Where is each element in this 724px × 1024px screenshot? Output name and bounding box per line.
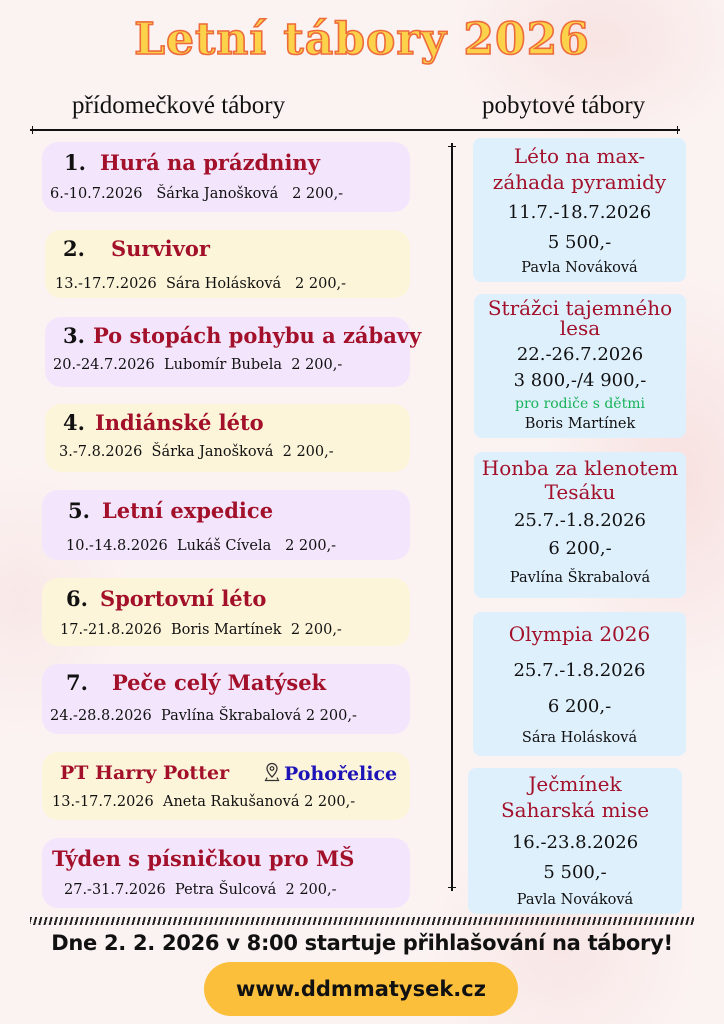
- map-pin-icon: [264, 762, 280, 787]
- camp-dates: 6.-10.7.2026: [50, 186, 143, 202]
- camp-name-line1: Strážci tajemného: [487, 296, 673, 320]
- camp-price: 2 200,-: [291, 357, 343, 373]
- camp-price: 2 200,-: [304, 794, 356, 810]
- day-camp-card: [45, 404, 410, 472]
- camp-price: 2 200,-: [285, 538, 337, 554]
- camp-name-line1: Ječmínek: [528, 772, 622, 796]
- camp-name: Letní expedice: [101, 498, 274, 523]
- camp-leader: Petra Šulcová: [174, 882, 277, 898]
- camp-price: 2 200,-: [290, 622, 342, 638]
- camp-name: Olympia 2026: [508, 622, 651, 646]
- camp-price: 5 500,-: [543, 862, 607, 883]
- camp-dates: 16.-23.8.2026: [511, 832, 639, 853]
- camp-name-line2: záhada pyramidy: [492, 170, 667, 194]
- camp-price: 5 500,-: [547, 232, 612, 253]
- camp-name-line1: Honba za klenotem: [481, 456, 679, 480]
- camp-leader: Sára Holásková: [521, 730, 638, 746]
- day-camp-card: [42, 142, 410, 212]
- camp-number: 4.: [63, 410, 85, 435]
- camp-dates: 13.-17.7.2026: [55, 276, 157, 292]
- camp-price: 2 200,-: [292, 186, 344, 202]
- camp-price: 6 200,-: [547, 696, 612, 717]
- page-title: Letní tábory 2026: [134, 14, 590, 65]
- camp-leader: Sára Holásková: [165, 276, 282, 292]
- residential-camp-card: [474, 452, 686, 598]
- day-camps-heading: přídomečkové tábory: [72, 92, 286, 119]
- camp-dates: 13.-17.7.2026: [52, 794, 154, 810]
- camp-name-line2: Saharská mise: [500, 798, 650, 822]
- camp-leader: Pavla Nováková: [521, 260, 638, 276]
- camp-name-line1: Léto na max-: [513, 144, 646, 168]
- dashed-divider: [30, 917, 694, 925]
- camp-leader: Pavlína Škrabalová: [160, 708, 302, 724]
- camp-dates: 10.-14.8.2026: [66, 538, 168, 554]
- camp-leader: Šárka Janošková: [151, 444, 274, 460]
- camp-dates: 20.-24.7.2026: [53, 357, 155, 373]
- website-link-button[interactable]: www.ddmmatysek.cz: [204, 962, 518, 1016]
- camp-number: 2.: [63, 236, 85, 261]
- camp-leader: Pavla Nováková: [516, 892, 634, 908]
- camp-name: Indiánské léto: [94, 410, 264, 435]
- camp-price: 3 800,-/4 900,-: [513, 370, 647, 391]
- camp-dates: 24.-28.8.2026: [50, 708, 152, 724]
- camp-name: Po stopách pohybu a zábavy: [92, 323, 422, 348]
- camp-price: 2 200,-: [305, 708, 357, 724]
- camp-leader: Boris Martínek: [170, 622, 282, 638]
- residential-camps-heading: pobytové tábory: [482, 92, 646, 119]
- camp-dates: 11.7.-18.7.2026: [507, 202, 652, 223]
- camp-name: Hurá na prázdniny: [99, 150, 320, 175]
- camp-name: Peče celý Matýsek: [111, 670, 327, 695]
- horizontal-divider: [30, 129, 680, 131]
- camp-number: 7.: [66, 670, 88, 695]
- day-camp-card: [42, 752, 410, 820]
- camp-price: 2 200,-: [282, 444, 334, 460]
- day-camp-card: [42, 838, 410, 908]
- residential-camp-card: [473, 138, 686, 282]
- residential-camp-card: [468, 768, 682, 914]
- camp-dates: 25.7.-1.8.2026: [513, 660, 646, 681]
- registration-announcement: Dne 2. 2. 2026 v 8:00 startuje přihlašování na tábory!: [51, 931, 673, 955]
- camp-name-line2: Tesáku: [544, 480, 616, 504]
- day-camp-card: [42, 490, 410, 560]
- camp-leader: Aneta Rakušanová: [162, 794, 300, 810]
- camp-dates: 27.-31.7.2026: [64, 882, 166, 898]
- camp-number: 5.: [68, 498, 90, 523]
- camp-leader: Šárka Janošková: [156, 186, 279, 202]
- vertical-divider: [451, 143, 453, 891]
- camp-name: PT Harry Potter: [60, 762, 230, 784]
- camp-dates: 25.7.-1.8.2026: [513, 510, 647, 531]
- camp-leader: Pavlína Škrabalová: [509, 570, 651, 586]
- residential-camp-card: [473, 612, 686, 756]
- camp-dates: 22.-26.7.2026: [516, 344, 644, 365]
- day-camp-card: [42, 664, 410, 734]
- camp-leader: Lukáš Cívela: [176, 538, 272, 554]
- residential-camp-card: [474, 294, 686, 438]
- camp-name: Týden s písničkou pro MŠ: [52, 846, 355, 871]
- camp-name: Sportovní léto: [99, 586, 267, 611]
- camp-note: pro rodiče s dětmi: [515, 396, 645, 412]
- day-camp-card: [45, 230, 410, 298]
- camp-dates: 3.-7.8.2026: [59, 444, 143, 460]
- day-camp-card: [42, 578, 410, 646]
- camp-number: 3.: [63, 323, 85, 348]
- camp-leader: Boris Martínek: [524, 416, 636, 432]
- camp-price: 2 200,-: [285, 882, 337, 898]
- camp-number: 1.: [64, 150, 86, 175]
- camp-name: Survivor: [110, 236, 210, 261]
- camp-number: 6.: [66, 586, 88, 611]
- camp-name-line2: lesa: [559, 316, 601, 340]
- camp-dates: 17.-21.8.2026: [60, 622, 162, 638]
- camp-price: 6 200,-: [548, 538, 612, 559]
- day-camp-card: [45, 317, 422, 387]
- camp-leader: Lubomír Bubela: [163, 357, 283, 373]
- camp-location: Pohořelice: [284, 763, 398, 785]
- camp-price: 2 200,-: [295, 276, 347, 292]
